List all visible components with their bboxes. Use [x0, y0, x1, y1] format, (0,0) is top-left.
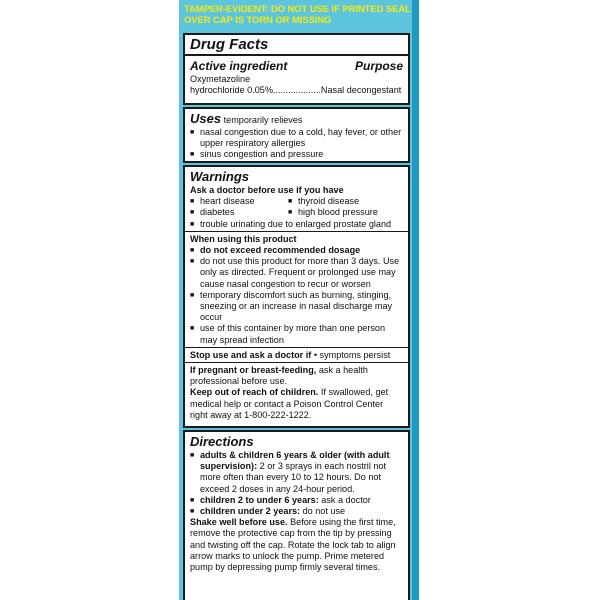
uses-intro: temporarily relieves: [223, 115, 303, 125]
directions-item: [190, 450, 403, 495]
directions-adults-text: 2 or 3 sprays in each nostril not more often than every 10 to 12 hours. Do not exceed 2 doses in any 24-hour period.: [200, 461, 387, 494]
directions-panel: [183, 430, 410, 600]
condition-item: ■ high blood pressure: [288, 207, 378, 218]
keep-away-warning: [190, 387, 403, 421]
ask-doctor-heading: Ask a doctor before use if you have: [190, 185, 344, 195]
drug-facts-title: Drug Facts: [190, 36, 269, 53]
tamper-warning: TAMPER-EVIDENT: DO NOT USE IF PRINTED SEAL OVER CAP IS TORN OR MISSING: [184, 4, 411, 26]
warnings-panel: [183, 165, 410, 428]
package-edge: [412, 0, 419, 600]
shake-text: Before using the first time, remove the protective cap from the tip by pressing and twisting off the cap. Rotate the lock tab to align arrow marks to unlock the pump. Prime metered pump by depressing pump firmly several times.: [190, 517, 396, 573]
condition-item: ■ heart disease: [190, 196, 288, 207]
directions-children-text: ask a doctor: [321, 494, 371, 505]
uses-item: ■ nasal congestion due to a cold, hay fever, or other upper respiratory allergies: [190, 127, 403, 149]
directions-item: [190, 506, 403, 517]
condition-item: ■ trouble urinating due to enlarged prostate gland: [190, 219, 403, 230]
ingredient-leader: ...................: [272, 85, 321, 96]
drug-facts-panel: [183, 33, 410, 105]
directions-children-bold: children 2 to under 6 years:: [200, 494, 319, 505]
keep-away-bold: Keep out of reach of children.: [190, 387, 319, 398]
when-using-item: ■ do not use this product for more than 3 days. Use only as directed. Frequent or prolonged use may cause nasal congestion to recur or worsen: [190, 256, 403, 290]
when-using-item: ■ temporary discomfort such as burning, stinging, sneezing or an increase in nasal discharge may occur: [190, 290, 403, 324]
ingredient-strength: hydrochloride 0.05%: [190, 85, 273, 96]
directions-item: [190, 495, 403, 506]
pregnancy-text: ask a health professional before use.: [190, 365, 368, 387]
condition-item: ■ diabetes: [190, 207, 288, 218]
directions-heading: Directions: [190, 434, 254, 449]
warnings-heading: Warnings: [190, 169, 249, 184]
stop-use-row: [190, 350, 403, 361]
bullet-dot: •: [313, 349, 317, 360]
uses-panel: [183, 107, 410, 163]
stop-use-item: symptoms persist: [319, 349, 391, 360]
shake-instructions: [190, 517, 403, 573]
shake-bold: Shake well before use.: [190, 517, 288, 528]
ingredient-row: [190, 85, 403, 96]
ingredient-purpose: Nasal decongestant: [320, 85, 402, 96]
pregnancy-warning: [190, 365, 403, 387]
directions-infants-text: do not use: [302, 506, 346, 517]
keep-away-text: If swallowed, get medical help or contact a Poison Control Center right away at 1-800-222-1222.: [190, 387, 389, 420]
pregnancy-bold: If pregnant or breast-feeding,: [190, 365, 317, 376]
when-using-item: ■ use of this container by more than one person may spread infection: [190, 323, 403, 345]
purpose-heading: Purpose: [354, 59, 403, 73]
stop-use-heading: Stop use and ask a doctor if: [190, 349, 312, 360]
directions-infants-bold: children under 2 years:: [200, 506, 301, 517]
active-ingredient-heading: Active ingredient: [190, 59, 288, 73]
ingredient-name: Oxymetazoline: [190, 74, 251, 84]
condition-item: ■ thyroid disease: [288, 196, 359, 207]
uses-heading: Uses: [190, 111, 222, 126]
when-using-heading: When using this product: [190, 233, 297, 244]
when-using-item: ■ do not exceed recommended dosage: [190, 245, 403, 256]
uses-item: ■ sinus congestion and pressure: [190, 149, 403, 160]
directions-adults-bold: adults & children 6 years & older (with adult supervision):: [200, 450, 390, 472]
